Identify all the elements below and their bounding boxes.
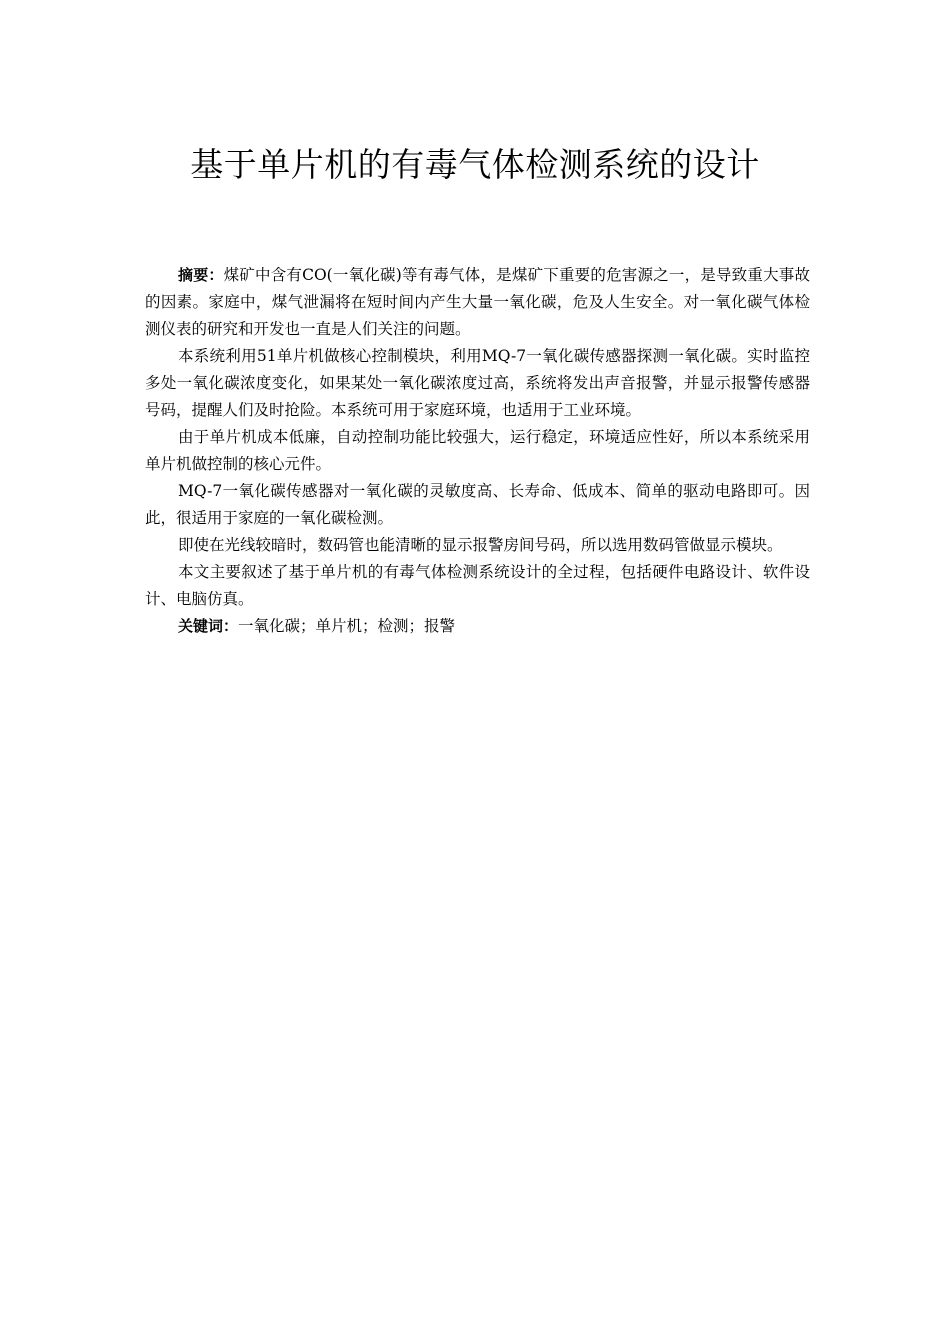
keywords-label: 关键词：: [178, 617, 239, 635]
abstract-paragraph-1: [145, 262, 810, 343]
keywords-text: 一氧化碳；单片机；检测；报警: [238, 617, 456, 635]
keywords-line: [145, 613, 810, 640]
paper-title: 基于单片机的有毒气体检测系统的设计: [190, 145, 760, 184]
abstract-paragraph-3: 由于单片机成本低廉，自动控制功能比较强大，运行稳定，环境适应性好，所以本系统采用单片机做控制的核心元件。: [145, 428, 810, 473]
abstract-paragraph-6: 本文主要叙述了基于单片机的有毒气体检测系统设计的全过程，包括硬件电路设计、软件设计、电脑仿真。: [145, 563, 810, 608]
abstract-paragraph-5: 即使在光线较暗时，数码管也能清晰的显示报警房间号码，所以选用数码管做显示模块。: [178, 536, 783, 554]
abstract-paragraph-2: 本系统利用51单片机做核心控制模块，利用MQ-7一氧化碳传感器探测一氧化碳。实时监控多处一氧化碳浓度变化，如果某处一氧化碳浓度过高，系统将发出声音报警，并显示报警传感器号码，提醒人们及时抢险。本系统可用于家庭环境，也适用于工业环境。: [145, 347, 810, 419]
abstract-label: 摘要：: [178, 266, 224, 284]
abstract-paragraph-4: MQ-7一氧化碳传感器对一氧化碳的灵敏度高、长寿命、低成本、简单的驱动电路即可。因此，很适用于家庭的一氧化碳检测。: [145, 482, 810, 527]
abstract-text-1: 煤矿中含有CO(一氧化碳)等有毒气体，是煤矿下重要的危害源之一，是导致重大事故的因素。家庭中，煤气泄漏将在短时间内产生大量一氧化碳，危及人生安全。对一氧化碳气体检测仪表的研究和开发也一直是人们关注的问题。: [145, 266, 810, 338]
abstract-section: [145, 262, 810, 640]
